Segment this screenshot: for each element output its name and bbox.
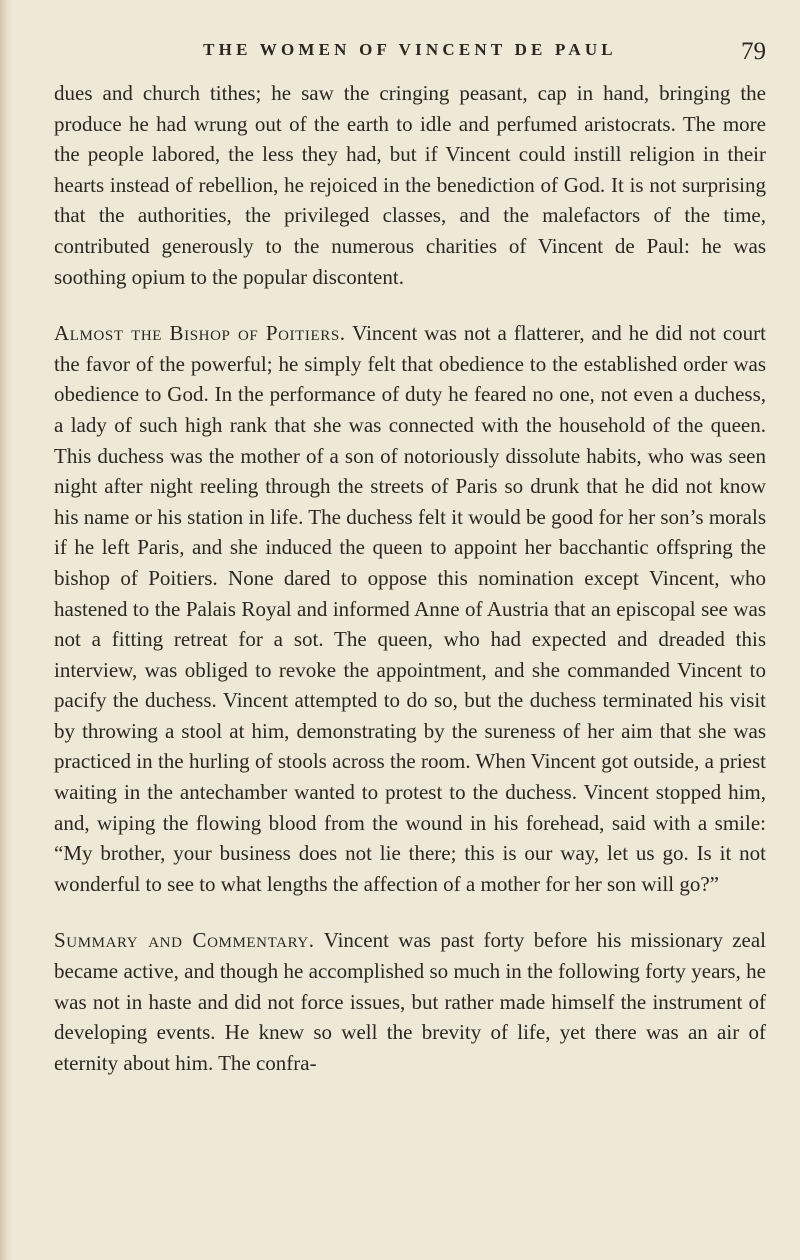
page-binding-edge (0, 0, 12, 1260)
page-header (54, 34, 766, 74)
section-heading-summary: Summary and Commentary. (54, 928, 315, 953)
paragraph-bishop-text: Vincent was not a flatterer, and he did not court the favor of the powerful; he simply felt that obedience to the established order was obedience to God. In the performance of duty he feared no one, not even a duchess, a lady of such high rank that she was connected with the household of the queen. This duchess was the mother of a son of notoriously dissolute habits, who was seen night after night reeling through the streets of Paris so drunk that he did not know his name or his station in life. The duchess felt it would be good for her son’s morals if he left Paris, and she induced the queen to appoint her bacchantic offspring the bishop of Poitiers. None dared to oppose this nomination except Vincent, who hastened to the Palais Royal and informed Anne of Austria that an episcopal see was not a fitting retreat for a sot. The queen, who had expected and dreaded this interview, was obliged to revoke the appointment, and she commanded Vincent to pacify the duchess. Vincent attempted to do so, but the duchess terminated his visit by throwing a stool at him, demonstrating by the sureness of her aim that she was practiced in the hurling of stools across the room. When Vincent got outside, a priest waiting in the antechamber wanted to protest to the duchess. Vincent stopped him, and, wiping the flowing blood from the wound in his forehead, said with a smile: “My brother, your business does not lie there; this is our way, let us go. Is it not wonderful to see to what lengths the affection of a mother for her son will go?” (54, 321, 766, 896)
paragraph-summary (54, 925, 766, 1078)
page-number: 79 (741, 38, 766, 65)
running-head: THE WOMEN OF VINCENT DE PAUL (203, 40, 617, 59)
paragraph-bishop-of-poitiers (54, 318, 766, 899)
section-heading-bishop: Almost the Bishop of Poitiers. (54, 321, 346, 346)
book-page (54, 34, 766, 1078)
paragraph-continued: dues and church tithes; he saw the cringing peasant, cap in hand, bringing the produce he had wrung out of the earth to idle and perfumed aristocrats. The more the people labored, the less they had, but if Vincent could instill religion in their hearts instead of rebellion, he rejoiced in the benediction of God. It is not surprising that the authorities, the privileged classes, and the malefactors of the time, contributed generously to the numerous charities of Vincent de Paul: he was soothing opium to the popular discontent. (54, 81, 766, 289)
paragraph-summary-text: Vincent was past forty before his missionary zeal became active, and though he accomplished so much in the following forty years, he was not in haste and did not force issues, but rather made himself the instrument of developing events. He knew so well the brevity of life, yet there was an air of eternity about him. The confra- (54, 928, 767, 1075)
